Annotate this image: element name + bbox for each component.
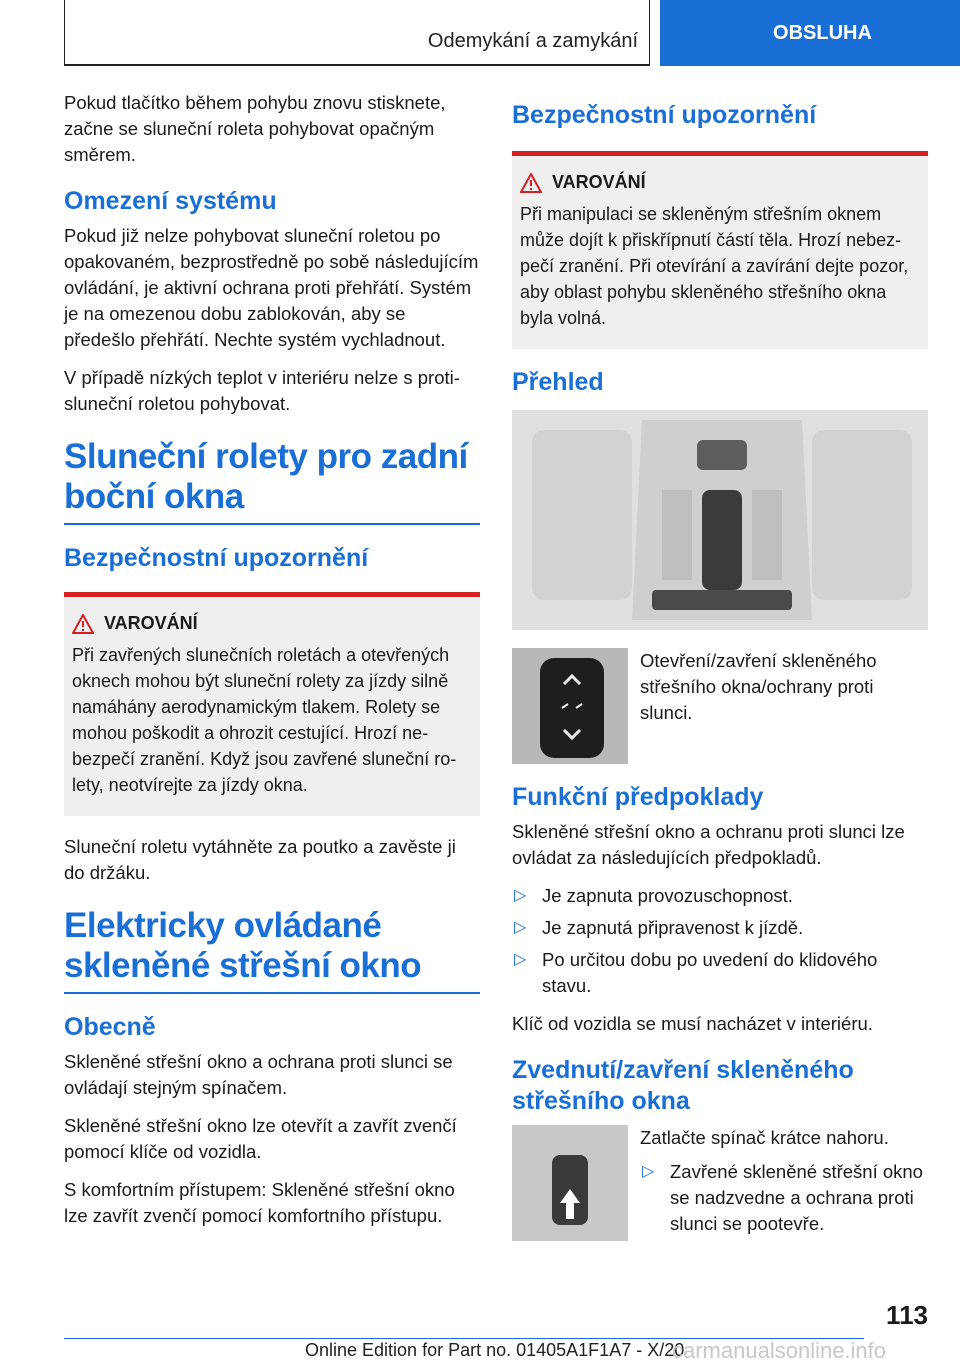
figure-row <box>512 648 928 764</box>
paragraph: Pokud již nelze pohybovat sluneční roletou po opakovaném, bezprostředně po sobě následujícím ovládání, je aktivní ochrana proti přehřátí. Systém je na omezenou dobu zablokován, aby se předešlo přehřátí. Nechte systém vychladnout. <box>64 225 479 350</box>
list-item <box>512 915 928 941</box>
header-rule-bottom <box>64 64 650 66</box>
figure-caption: Otevření/zavření skleněného střešního okna/ochrany proti slunci. <box>640 650 877 723</box>
press-switch-illustration <box>512 1125 628 1241</box>
right-column <box>512 100 928 1261</box>
heading-bezpecnost: Bezpečnostní upozornění <box>64 544 369 572</box>
warning-title-text: VAROVÁNÍ <box>104 613 198 633</box>
heading-okno: Elektricky ovládané skleněné střešní okno <box>64 906 480 994</box>
paragraph: Skleněné střešní okno a ochrana proti slunci se ovládají stejným spínačem. <box>64 1051 453 1098</box>
triangle-right-icon: ▷ <box>642 1163 655 1180</box>
list-item-text: Je zapnutá připravenost k jízdě. <box>542 917 804 938</box>
warning-title <box>72 613 472 634</box>
warning-text: Při zavřených slunečních roletách a otevřených oknech mohou být sluneční rolety za jízdy silně namáhány aerodynamickým tlakem. Rolety se mohou poškodit a ohrozit cestující. Hrozí nebezpečí zranění. Když jsou zavřené sluneční rolety, neotvírejte za jízdy okna. <box>72 645 457 795</box>
triangle-right-icon: ▷ <box>514 919 527 936</box>
heading-omezeni: Omezení systému <box>64 187 277 215</box>
section-tab: OBSLUHA <box>660 0 960 66</box>
heading-funkcni: Funkční předpoklady <box>512 783 764 811</box>
triangle-right-icon: ▷ <box>514 951 527 968</box>
page-number: 113 <box>886 1300 928 1330</box>
paragraph: Zatlačte spínač krátce nahoru. <box>640 1127 889 1148</box>
heading-prehled: Přehled <box>512 368 604 396</box>
edition-text: Online Edition for Part no. 01405A1F1A7 - X/20 <box>305 1340 685 1360</box>
list-item-text: Po určitou dobu po uvedení do klidového stavu. <box>542 949 878 996</box>
list-item-text: Je zapnuta provozuschopnost. <box>542 885 793 906</box>
header-rule-left <box>64 0 65 66</box>
header-rule-right <box>649 0 650 66</box>
heading-bezpecnost-right: Bezpečnostní upozornění <box>512 101 817 129</box>
result-list <box>640 1159 928 1237</box>
list-item <box>512 883 928 909</box>
figure-text <box>640 1125 928 1243</box>
paragraph: Skleněné střešní okno lze otevřít a zavřít zvenčí pomocí klíče od vozidla. <box>64 1115 457 1162</box>
paragraph: Sluneční roletu vytáhněte za poutko a zavěste ji do držáku. <box>64 836 456 883</box>
warning-title-text: VAROVÁNÍ <box>552 172 646 192</box>
page-footer <box>0 1290 960 1362</box>
warning-box <box>64 592 480 816</box>
triangle-right-icon: ▷ <box>514 887 527 904</box>
list-item-text: Zavřené skleněné střešní okno se nadzvedne a ochrana proti slunci se pootevře. <box>670 1161 923 1234</box>
switch-photo <box>512 648 628 764</box>
warning-triangle-icon <box>520 173 542 193</box>
overhead-console-illustration <box>512 410 928 630</box>
paragraph: Pokud tlačítko během pohybu znovu stisknete, začne se sluneční roleta pohybovat opačným směrem. <box>64 92 446 165</box>
roof-switch-illustration <box>512 648 628 764</box>
warning-box <box>512 151 928 349</box>
warning-title <box>520 172 920 193</box>
list-item <box>512 947 928 999</box>
paragraph: S komfortním přístupem: Skleněné střešní okno lze zavřít zvenčí pomocí komfortního přístupu. <box>64 1179 455 1226</box>
list-item <box>640 1159 928 1237</box>
left-column <box>64 90 480 1241</box>
heading-obecne: Obecně <box>64 1013 156 1041</box>
watermark: carmanualsonline.info <box>672 1338 887 1363</box>
page-header <box>0 0 960 66</box>
prerequisites-list <box>512 883 928 999</box>
overview-photo <box>512 410 928 630</box>
paragraph: Klíč od vozidla se musí nacházet v interiéru. <box>512 1013 873 1034</box>
chapter-title: Odemykání a zamykání <box>427 30 638 52</box>
press-switch-photo <box>512 1125 628 1241</box>
paragraph: V případě nízkých teplot v interiéru nelze s protisluneční roletou pohybovat. <box>64 367 460 414</box>
heading-rolety: Sluneční rolety pro zadní boční okna <box>64 437 480 525</box>
heading-zvednuti: Zvednutí/zavření skleněného střešního okna <box>512 1056 854 1115</box>
figure-row <box>512 1125 928 1243</box>
warning-text: Při manipulaci se skleněným střešním oknem může dojít k přiskřípnutí částí těla. Hrozí nebezpečí zranění. Při otevírání a zavírání dejte pozor, aby oblast pohybu skleněného střešního okna byla volná. <box>520 204 909 328</box>
warning-triangle-icon <box>72 614 94 634</box>
paragraph: Skleněné střešní okno a ochranu proti slunci lze ovládat za následujících předpokladů. <box>512 821 905 868</box>
